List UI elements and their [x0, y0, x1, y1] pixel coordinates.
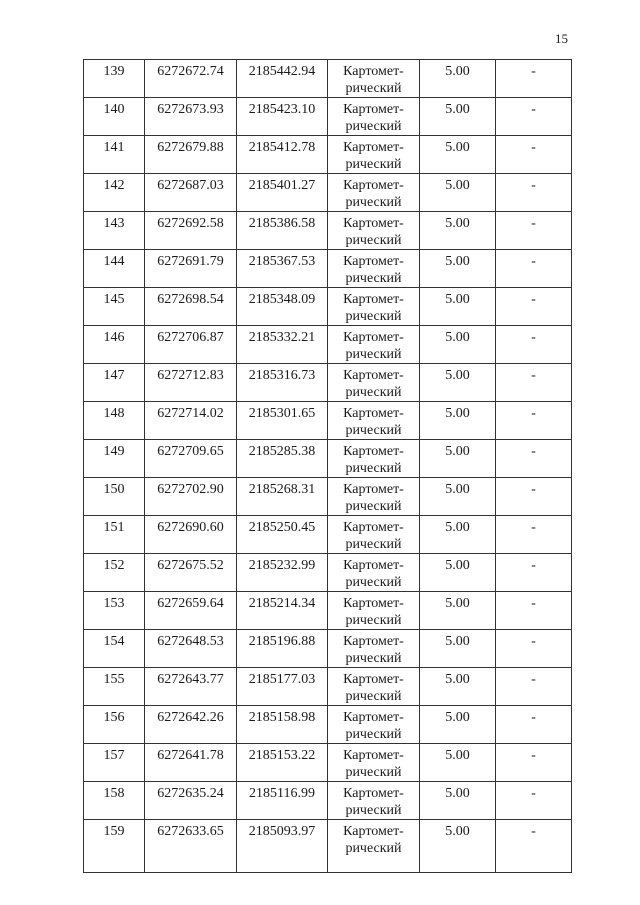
accuracy-cell — [420, 440, 496, 478]
y-coordinate-cell — [237, 98, 328, 136]
y-coordinate-cell — [237, 174, 328, 212]
table-row — [84, 592, 572, 630]
table-row — [84, 706, 572, 744]
point-number-cell — [84, 440, 145, 478]
note-cell — [496, 592, 572, 630]
y-coordinate-cell — [237, 668, 328, 706]
y-coordinate-cell — [237, 744, 328, 782]
table-row — [84, 136, 572, 174]
x-coordinate-text: 6272702.90 — [157, 482, 224, 497]
x-coordinate-cell — [145, 326, 237, 364]
accuracy-text: 5.00 — [445, 178, 470, 193]
note-text: - — [531, 330, 536, 345]
x-coordinate-cell — [145, 98, 237, 136]
table-row — [84, 668, 572, 706]
note-cell — [496, 288, 572, 326]
note-text: - — [531, 672, 536, 687]
y-coordinate-text: 2185332.21 — [248, 330, 316, 345]
method-text-line-2: рический — [345, 841, 402, 856]
x-coordinate-cell — [145, 364, 237, 402]
point-number-cell — [84, 516, 145, 554]
note-cell — [496, 60, 572, 98]
point-number-text: 149 — [103, 444, 125, 459]
method-text-line-2: рический — [345, 651, 402, 666]
table-row — [84, 174, 572, 212]
y-coordinate-cell — [237, 364, 328, 402]
x-coordinate-cell — [145, 60, 237, 98]
x-coordinate-text: 6272714.02 — [157, 406, 224, 421]
method-text-line-2: рический — [345, 119, 402, 134]
x-coordinate-cell — [145, 706, 237, 744]
x-coordinate-text: 6272633.65 — [157, 824, 224, 839]
method-text-line-1: Картомет- — [343, 824, 404, 839]
x-coordinate-cell — [145, 250, 237, 288]
x-coordinate-cell — [145, 174, 237, 212]
accuracy-cell — [420, 174, 496, 212]
x-coordinate-text: 6272673.93 — [157, 102, 224, 117]
method-cell — [328, 478, 420, 516]
note-text: - — [531, 406, 536, 421]
method-cell — [328, 668, 420, 706]
accuracy-cell — [420, 364, 496, 402]
note-text: - — [531, 178, 536, 193]
x-coordinate-cell — [145, 478, 237, 516]
y-coordinate-cell — [237, 440, 328, 478]
table-row — [84, 402, 572, 440]
point-number-text: 143 — [103, 216, 125, 231]
note-text: - — [531, 520, 536, 535]
point-number-cell — [84, 60, 145, 98]
point-number-text: 150 — [103, 482, 125, 497]
note-text: - — [531, 824, 536, 839]
point-number-text: 145 — [103, 292, 125, 307]
method-text-line-2: рический — [345, 81, 402, 96]
x-coordinate-cell — [145, 554, 237, 592]
y-coordinate-text: 2185442.94 — [248, 64, 316, 79]
note-cell — [496, 174, 572, 212]
method-cell — [328, 364, 420, 402]
method-text-line-1: Картомет- — [343, 216, 404, 231]
note-cell — [496, 706, 572, 744]
x-coordinate-text: 6272712.83 — [157, 368, 224, 383]
accuracy-text: 5.00 — [445, 140, 470, 155]
method-cell — [328, 440, 420, 478]
y-coordinate-text: 2185093.97 — [248, 824, 316, 839]
method-cell — [328, 592, 420, 630]
accuracy-cell — [420, 782, 496, 820]
accuracy-cell — [420, 554, 496, 592]
method-text-line-1: Картомет- — [343, 482, 404, 497]
point-number-cell — [84, 402, 145, 440]
method-cell — [328, 250, 420, 288]
x-coordinate-text: 6272675.52 — [157, 558, 224, 573]
method-text-line-2: рический — [345, 195, 402, 210]
table-row — [84, 440, 572, 478]
note-text: - — [531, 482, 536, 497]
method-text-line-2: рический — [345, 423, 402, 438]
method-text-line-1: Картомет- — [343, 292, 404, 307]
point-number-cell — [84, 820, 145, 873]
point-number-text: 158 — [103, 786, 125, 801]
point-number-cell — [84, 174, 145, 212]
method-cell — [328, 60, 420, 98]
accuracy-cell — [420, 288, 496, 326]
accuracy-cell — [420, 592, 496, 630]
note-text: - — [531, 444, 536, 459]
method-text-line-1: Картомет- — [343, 558, 404, 573]
x-coordinate-cell — [145, 744, 237, 782]
accuracy-text: 5.00 — [445, 520, 470, 535]
method-cell — [328, 782, 420, 820]
x-coordinate-cell — [145, 516, 237, 554]
y-coordinate-text: 2185196.88 — [248, 634, 316, 649]
y-coordinate-text: 2185423.10 — [248, 102, 316, 117]
y-coordinate-text: 2185232.99 — [248, 558, 316, 573]
table-row — [84, 554, 572, 592]
accuracy-text: 5.00 — [445, 64, 470, 79]
y-coordinate-cell — [237, 136, 328, 174]
y-coordinate-text: 2185367.53 — [248, 254, 316, 269]
table-row — [84, 364, 572, 402]
point-number-cell — [84, 592, 145, 630]
note-text: - — [531, 368, 536, 383]
accuracy-cell — [420, 516, 496, 554]
y-coordinate-cell — [237, 402, 328, 440]
point-number-cell — [84, 706, 145, 744]
note-text: - — [531, 292, 536, 307]
table-row — [84, 744, 572, 782]
point-number-cell — [84, 782, 145, 820]
method-text-line-2: рический — [345, 575, 402, 590]
accuracy-text: 5.00 — [445, 444, 470, 459]
point-number-cell — [84, 668, 145, 706]
point-number-cell — [84, 364, 145, 402]
accuracy-text: 5.00 — [445, 330, 470, 345]
point-number-text: 157 — [103, 748, 125, 763]
y-coordinate-cell — [237, 478, 328, 516]
y-coordinate-cell — [237, 516, 328, 554]
x-coordinate-cell — [145, 402, 237, 440]
y-coordinate-text: 2185116.99 — [249, 786, 315, 801]
point-number-text: 156 — [103, 710, 125, 725]
point-number-text: 146 — [103, 330, 125, 345]
note-cell — [496, 326, 572, 364]
accuracy-cell — [420, 744, 496, 782]
method-text-line-1: Картомет- — [343, 254, 404, 269]
accuracy-cell — [420, 630, 496, 668]
method-text-line-1: Картомет- — [343, 102, 404, 117]
note-cell — [496, 402, 572, 440]
y-coordinate-cell — [237, 212, 328, 250]
note-cell — [496, 364, 572, 402]
table-row — [84, 478, 572, 516]
note-text: - — [531, 596, 536, 611]
point-number-text: 154 — [103, 634, 125, 649]
point-number-text: 152 — [103, 558, 125, 573]
accuracy-text: 5.00 — [445, 710, 470, 725]
method-text-line-2: рический — [345, 157, 402, 172]
y-coordinate-text: 2185386.58 — [248, 216, 316, 231]
accuracy-text: 5.00 — [445, 748, 470, 763]
method-text-line-2: рический — [345, 803, 402, 818]
method-cell — [328, 98, 420, 136]
note-text: - — [531, 786, 536, 801]
x-coordinate-text: 6272672.74 — [157, 64, 224, 79]
note-text: - — [531, 254, 536, 269]
y-coordinate-text: 2185285.38 — [248, 444, 316, 459]
x-coordinate-text: 6272641.78 — [157, 748, 224, 763]
method-text-line-2: рический — [345, 461, 402, 476]
method-text-line-2: рический — [345, 385, 402, 400]
note-cell — [496, 516, 572, 554]
accuracy-cell — [420, 136, 496, 174]
x-coordinate-text: 6272687.03 — [157, 178, 224, 193]
x-coordinate-text: 6272635.24 — [157, 786, 224, 801]
method-text-line-1: Картомет- — [343, 634, 404, 649]
accuracy-text: 5.00 — [445, 786, 470, 801]
x-coordinate-cell — [145, 782, 237, 820]
y-coordinate-cell — [237, 592, 328, 630]
method-cell — [328, 516, 420, 554]
method-text-line-2: рический — [345, 233, 402, 248]
accuracy-text: 5.00 — [445, 672, 470, 687]
note-text: - — [531, 64, 536, 79]
note-cell — [496, 554, 572, 592]
method-text-line-1: Картомет- — [343, 520, 404, 535]
method-text-line-1: Картомет- — [343, 64, 404, 79]
note-text: - — [531, 558, 536, 573]
note-cell — [496, 820, 572, 873]
table-body — [84, 60, 572, 873]
accuracy-text: 5.00 — [445, 824, 470, 839]
y-coordinate-text: 2185348.09 — [248, 292, 316, 307]
point-number-text: 142 — [103, 178, 125, 193]
point-number-text: 141 — [103, 140, 125, 155]
accuracy-text: 5.00 — [445, 254, 470, 269]
point-number-text: 139 — [103, 64, 125, 79]
y-coordinate-cell — [237, 820, 328, 873]
accuracy-cell — [420, 820, 496, 873]
x-coordinate-cell — [145, 212, 237, 250]
method-text-line-1: Картомет- — [343, 672, 404, 687]
coordinates-table — [83, 59, 572, 873]
method-cell — [328, 706, 420, 744]
point-number-text: 151 — [103, 520, 125, 535]
method-cell — [328, 288, 420, 326]
point-number-text: 148 — [103, 406, 125, 421]
y-coordinate-text: 2185177.03 — [248, 672, 316, 687]
accuracy-cell — [420, 60, 496, 98]
method-text-line-1: Картомет- — [343, 406, 404, 421]
accuracy-cell — [420, 326, 496, 364]
method-text-line-1: Картомет- — [343, 140, 404, 155]
x-coordinate-cell — [145, 136, 237, 174]
point-number-text: 140 — [103, 102, 125, 117]
accuracy-text: 5.00 — [445, 216, 470, 231]
accuracy-text: 5.00 — [445, 406, 470, 421]
point-number-text: 153 — [103, 596, 125, 611]
x-coordinate-cell — [145, 668, 237, 706]
x-coordinate-text: 6272642.26 — [157, 710, 224, 725]
note-text: - — [531, 102, 536, 117]
y-coordinate-cell — [237, 782, 328, 820]
method-text-line-1: Картомет- — [343, 596, 404, 611]
point-number-cell — [84, 136, 145, 174]
accuracy-text: 5.00 — [445, 292, 470, 307]
y-coordinate-cell — [237, 326, 328, 364]
method-text-line-1: Картомет- — [343, 178, 404, 193]
point-number-cell — [84, 744, 145, 782]
point-number-cell — [84, 212, 145, 250]
method-text-line-1: Картомет- — [343, 748, 404, 763]
note-cell — [496, 782, 572, 820]
method-text-line-1: Картомет- — [343, 368, 404, 383]
method-cell — [328, 174, 420, 212]
y-coordinate-cell — [237, 554, 328, 592]
method-text-line-2: рический — [345, 727, 402, 742]
point-number-text: 147 — [103, 368, 125, 383]
point-number-text: 144 — [103, 254, 125, 269]
page-number: 15 — [555, 31, 568, 46]
accuracy-text: 5.00 — [445, 102, 470, 117]
method-text-line-2: рический — [345, 271, 402, 286]
accuracy-cell — [420, 212, 496, 250]
method-cell — [328, 744, 420, 782]
note-cell — [496, 98, 572, 136]
point-number-cell — [84, 478, 145, 516]
accuracy-text: 5.00 — [445, 634, 470, 649]
note-cell — [496, 744, 572, 782]
x-coordinate-text: 6272709.65 — [157, 444, 224, 459]
x-coordinate-text: 6272659.64 — [157, 596, 224, 611]
accuracy-cell — [420, 706, 496, 744]
table-row — [84, 212, 572, 250]
y-coordinate-text: 2185158.98 — [248, 710, 316, 725]
note-cell — [496, 478, 572, 516]
point-number-cell — [84, 288, 145, 326]
note-cell — [496, 212, 572, 250]
method-text-line-2: рический — [345, 613, 402, 628]
point-number-cell — [84, 554, 145, 592]
point-number-text: 159 — [103, 824, 125, 839]
accuracy-cell — [420, 402, 496, 440]
y-coordinate-text: 2185316.73 — [248, 368, 316, 383]
note-cell — [496, 668, 572, 706]
y-coordinate-text: 2185268.31 — [248, 482, 316, 497]
method-cell — [328, 630, 420, 668]
accuracy-cell — [420, 250, 496, 288]
note-text: - — [531, 216, 536, 231]
method-cell — [328, 554, 420, 592]
method-cell — [328, 136, 420, 174]
y-coordinate-text: 2185153.22 — [248, 748, 316, 763]
method-text-line-2: рический — [345, 347, 402, 362]
x-coordinate-cell — [145, 288, 237, 326]
x-coordinate-text: 6272692.58 — [157, 216, 224, 231]
y-coordinate-text: 2185250.45 — [248, 520, 316, 535]
x-coordinate-text: 6272706.87 — [157, 330, 224, 345]
table-row — [84, 516, 572, 554]
method-text-line-1: Картомет- — [343, 444, 404, 459]
method-text-line-1: Картомет- — [343, 786, 404, 801]
accuracy-cell — [420, 478, 496, 516]
y-coordinate-text: 2185301.65 — [248, 406, 316, 421]
accuracy-text: 5.00 — [445, 558, 470, 573]
x-coordinate-text: 6272648.53 — [157, 634, 224, 649]
accuracy-cell — [420, 98, 496, 136]
x-coordinate-text: 6272643.77 — [157, 672, 224, 687]
y-coordinate-cell — [237, 250, 328, 288]
point-number-cell — [84, 98, 145, 136]
method-text-line-2: рический — [345, 765, 402, 780]
method-cell — [328, 326, 420, 364]
accuracy-text: 5.00 — [445, 596, 470, 611]
y-coordinate-text: 2185401.27 — [248, 178, 316, 193]
note-text: - — [531, 710, 536, 725]
y-coordinate-cell — [237, 288, 328, 326]
point-number-cell — [84, 326, 145, 364]
x-coordinate-text: 6272690.60 — [157, 520, 224, 535]
y-coordinate-text: 2185412.78 — [248, 140, 316, 155]
x-coordinate-cell — [145, 440, 237, 478]
x-coordinate-text: 6272691.79 — [157, 254, 224, 269]
table-row — [84, 288, 572, 326]
table-row — [84, 326, 572, 364]
table-row — [84, 98, 572, 136]
method-text-line-2: рический — [345, 309, 402, 324]
y-coordinate-cell — [237, 706, 328, 744]
method-cell — [328, 820, 420, 873]
accuracy-text: 5.00 — [445, 368, 470, 383]
x-coordinate-cell — [145, 592, 237, 630]
note-cell — [496, 136, 572, 174]
table-row — [84, 820, 572, 873]
method-text-line-1: Картомет- — [343, 710, 404, 725]
table-row — [84, 630, 572, 668]
note-text: - — [531, 140, 536, 155]
y-coordinate-cell — [237, 630, 328, 668]
x-coordinate-text: 6272679.88 — [157, 140, 224, 155]
note-cell — [496, 250, 572, 288]
method-text-line-2: рический — [345, 537, 402, 552]
y-coordinate-text: 2185214.34 — [248, 596, 316, 611]
method-text-line-1: Картомет- — [343, 330, 404, 345]
accuracy-text: 5.00 — [445, 482, 470, 497]
table-row — [84, 60, 572, 98]
method-cell — [328, 212, 420, 250]
point-number-cell — [84, 250, 145, 288]
method-cell — [328, 402, 420, 440]
point-number-text: 155 — [103, 672, 125, 687]
note-text: - — [531, 748, 536, 763]
table-row — [84, 250, 572, 288]
y-coordinate-cell — [237, 60, 328, 98]
note-cell — [496, 630, 572, 668]
note-text: - — [531, 634, 536, 649]
accuracy-cell — [420, 668, 496, 706]
method-text-line-2: рический — [345, 499, 402, 514]
method-text-line-2: рический — [345, 689, 402, 704]
point-number-cell — [84, 630, 145, 668]
x-coordinate-cell — [145, 630, 237, 668]
x-coordinate-text: 6272698.54 — [157, 292, 224, 307]
x-coordinate-cell — [145, 820, 237, 873]
table-row — [84, 782, 572, 820]
note-cell — [496, 440, 572, 478]
